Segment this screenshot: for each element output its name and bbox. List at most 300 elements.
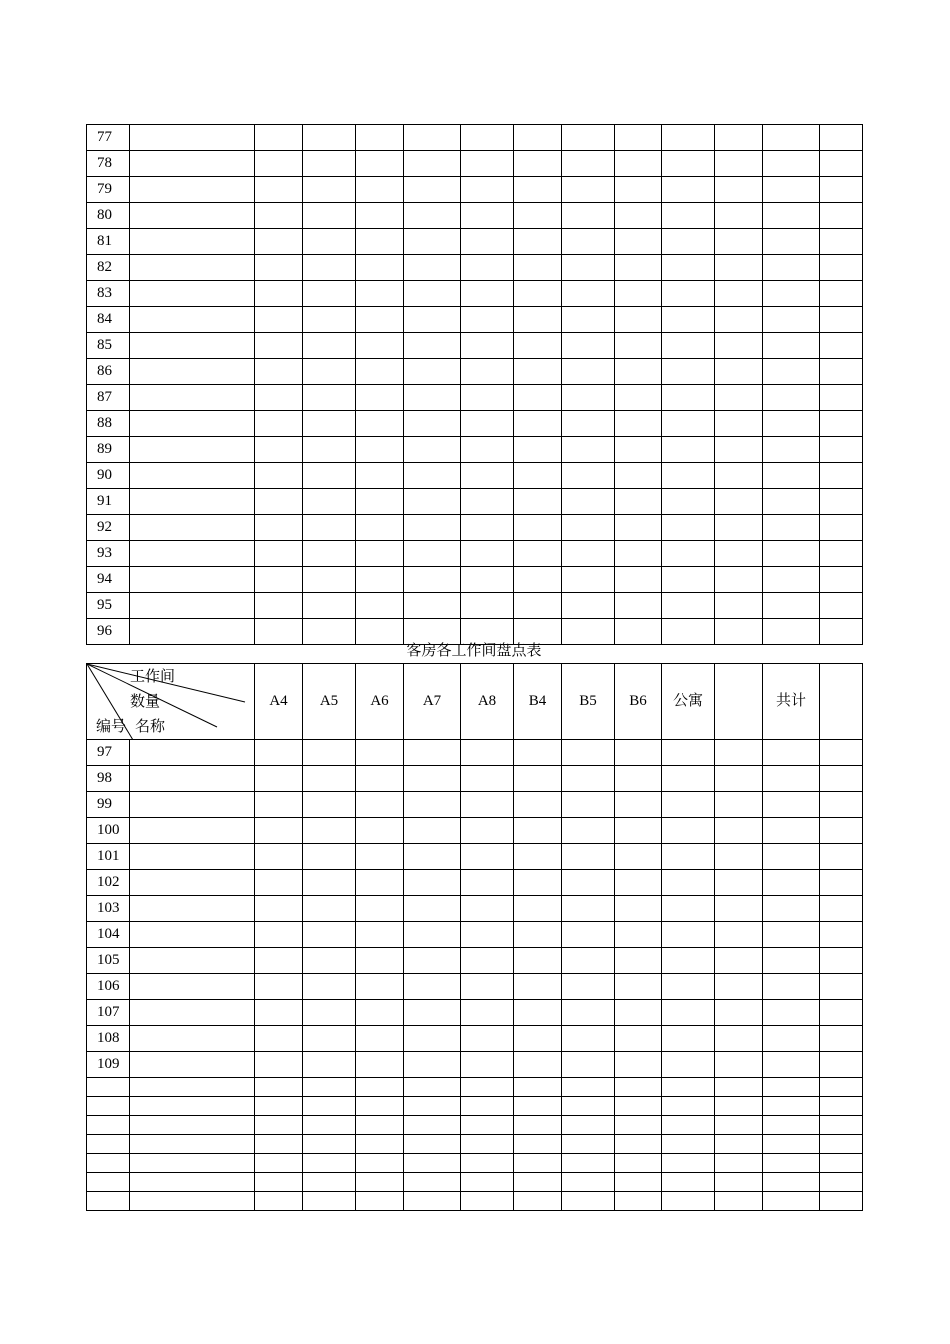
quantity-cell [514, 974, 562, 1000]
quantity-cell [763, 974, 820, 1000]
row-number-cell: 87 [87, 385, 130, 411]
quantity-cell [461, 922, 514, 948]
quantity-cell [255, 333, 303, 359]
quantity-cell [255, 1097, 303, 1116]
quantity-cell [461, 281, 514, 307]
quantity-cell [303, 385, 356, 411]
column-header: 公寓 [662, 664, 715, 740]
table-row [87, 1026, 863, 1052]
quantity-cell [662, 1026, 715, 1052]
quantity-cell [404, 922, 461, 948]
quantity-cell [404, 203, 461, 229]
row-number-cell: 80 [87, 203, 130, 229]
quantity-cell [820, 567, 863, 593]
quantity-cell [715, 844, 763, 870]
quantity-cell [404, 229, 461, 255]
quantity-cell [662, 766, 715, 792]
quantity-cell [562, 411, 615, 437]
quantity-cell [404, 541, 461, 567]
quantity-cell [715, 1026, 763, 1052]
quantity-cell [820, 229, 863, 255]
quantity-cell [404, 307, 461, 333]
quantity-cell [303, 593, 356, 619]
quantity-cell [356, 1173, 404, 1192]
quantity-cell [615, 593, 662, 619]
quantity-cell [255, 385, 303, 411]
quantity-cell [615, 1116, 662, 1135]
quantity-cell [514, 1052, 562, 1078]
quantity-cell [715, 359, 763, 385]
item-name-cell [130, 307, 255, 333]
quantity-cell [461, 844, 514, 870]
quantity-cell [662, 818, 715, 844]
quantity-cell [303, 567, 356, 593]
row-number-cell [87, 1078, 130, 1097]
quantity-cell [662, 844, 715, 870]
row-number-cell: 90 [87, 463, 130, 489]
quantity-cell [662, 593, 715, 619]
quantity-cell [615, 385, 662, 411]
quantity-cell [662, 1135, 715, 1154]
table-row [87, 151, 863, 177]
item-name-cell [130, 896, 255, 922]
quantity-cell [763, 1135, 820, 1154]
quantity-cell [356, 567, 404, 593]
quantity-cell [356, 922, 404, 948]
quantity-cell [615, 359, 662, 385]
quantity-cell [255, 1192, 303, 1211]
quantity-cell [763, 203, 820, 229]
quantity-cell [404, 870, 461, 896]
quantity-cell [662, 229, 715, 255]
quantity-cell [562, 125, 615, 151]
quantity-cell [562, 844, 615, 870]
quantity-cell [514, 411, 562, 437]
quantity-cell [356, 792, 404, 818]
quantity-cell [461, 177, 514, 203]
quantity-cell [255, 593, 303, 619]
quantity-cell [562, 333, 615, 359]
quantity-cell [715, 489, 763, 515]
quantity-cell [820, 1026, 863, 1052]
row-number-cell [87, 1154, 130, 1173]
quantity-cell [461, 1097, 514, 1116]
quantity-cell [255, 515, 303, 541]
row-number-cell: 101 [87, 844, 130, 870]
quantity-cell [763, 489, 820, 515]
item-name-cell [130, 203, 255, 229]
quantity-cell [820, 281, 863, 307]
table-row [87, 1097, 863, 1116]
quantity-cell [356, 740, 404, 766]
quantity-cell [715, 567, 763, 593]
quantity-cell [404, 411, 461, 437]
quantity-cell [715, 125, 763, 151]
row-number-cell: 85 [87, 333, 130, 359]
quantity-cell [356, 844, 404, 870]
quantity-cell [303, 1097, 356, 1116]
item-name-cell [130, 818, 255, 844]
quantity-cell [514, 740, 562, 766]
quantity-cell [662, 359, 715, 385]
item-name-cell [130, 151, 255, 177]
quantity-cell [562, 489, 615, 515]
quantity-cell [662, 125, 715, 151]
quantity-cell [303, 541, 356, 567]
quantity-cell [820, 818, 863, 844]
item-name-cell [130, 922, 255, 948]
quantity-cell [461, 1052, 514, 1078]
quantity-cell [715, 515, 763, 541]
quantity-cell [303, 1192, 356, 1211]
quantity-cell [763, 818, 820, 844]
quantity-cell [255, 896, 303, 922]
table-row [87, 515, 863, 541]
quantity-cell [404, 255, 461, 281]
quantity-cell [615, 1135, 662, 1154]
quantity-cell [303, 1154, 356, 1173]
table-row [87, 307, 863, 333]
quantity-cell [255, 1000, 303, 1026]
item-name-cell [130, 437, 255, 463]
quantity-cell [763, 541, 820, 567]
quantity-cell [255, 229, 303, 255]
quantity-cell [514, 1154, 562, 1173]
quantity-cell [615, 203, 662, 229]
quantity-cell [461, 307, 514, 333]
quantity-cell [255, 177, 303, 203]
quantity-cell [562, 922, 615, 948]
quantity-cell [562, 766, 615, 792]
quantity-cell [662, 333, 715, 359]
item-name-cell [130, 333, 255, 359]
quantity-cell [461, 870, 514, 896]
quantity-cell [255, 792, 303, 818]
table-row [87, 792, 863, 818]
quantity-cell [763, 463, 820, 489]
quantity-cell [715, 593, 763, 619]
quantity-cell [615, 177, 662, 203]
quantity-cell [303, 515, 356, 541]
row-number-cell: 103 [87, 896, 130, 922]
item-name-cell [130, 1052, 255, 1078]
row-number-cell [87, 1097, 130, 1116]
quantity-cell [404, 463, 461, 489]
quantity-cell [303, 619, 356, 645]
quantity-cell [303, 922, 356, 948]
column-header [820, 664, 863, 740]
quantity-cell [562, 1026, 615, 1052]
quantity-cell [763, 593, 820, 619]
quantity-cell [615, 1078, 662, 1097]
table-row [87, 766, 863, 792]
quantity-cell [404, 567, 461, 593]
quantity-cell [303, 1135, 356, 1154]
quantity-cell [662, 1078, 715, 1097]
quantity-cell [820, 125, 863, 151]
quantity-cell [615, 896, 662, 922]
quantity-cell [356, 281, 404, 307]
quantity-cell [615, 307, 662, 333]
row-number-cell [87, 1135, 130, 1154]
column-header: A6 [356, 664, 404, 740]
quantity-cell [562, 229, 615, 255]
quantity-cell [356, 541, 404, 567]
quantity-cell [820, 411, 863, 437]
quantity-cell [356, 974, 404, 1000]
quantity-cell [255, 818, 303, 844]
quantity-cell [514, 593, 562, 619]
quantity-cell [715, 411, 763, 437]
quantity-cell [514, 437, 562, 463]
table-row [87, 948, 863, 974]
table-row [87, 818, 863, 844]
quantity-cell [763, 1000, 820, 1026]
quantity-cell [763, 281, 820, 307]
quantity-cell [820, 1052, 863, 1078]
quantity-cell [404, 359, 461, 385]
quantity-cell [820, 437, 863, 463]
quantity-cell [820, 619, 863, 645]
quantity-cell [820, 593, 863, 619]
quantity-cell [356, 1000, 404, 1026]
quantity-cell [615, 229, 662, 255]
quantity-cell [255, 1135, 303, 1154]
quantity-cell [562, 515, 615, 541]
quantity-cell [615, 844, 662, 870]
quantity-cell [404, 1173, 461, 1192]
quantity-cell [255, 948, 303, 974]
quantity-cell [461, 766, 514, 792]
quantity-cell [404, 437, 461, 463]
quantity-cell [514, 766, 562, 792]
quantity-cell [820, 844, 863, 870]
table-row [87, 203, 863, 229]
quantity-cell [303, 948, 356, 974]
table-row [87, 1173, 863, 1192]
quantity-cell [514, 255, 562, 281]
table-row [87, 1154, 863, 1173]
quantity-cell [562, 870, 615, 896]
quantity-cell [461, 1026, 514, 1052]
quantity-cell [562, 818, 615, 844]
quantity-cell [356, 177, 404, 203]
quantity-cell [255, 359, 303, 385]
quantity-cell [514, 151, 562, 177]
table-row [87, 463, 863, 489]
row-number-cell: 91 [87, 489, 130, 515]
item-name-cell [130, 1097, 255, 1116]
quantity-cell [303, 896, 356, 922]
item-name-cell [130, 541, 255, 567]
quantity-cell [562, 255, 615, 281]
quantity-cell [562, 567, 615, 593]
quantity-cell [303, 1000, 356, 1026]
item-name-cell [130, 948, 255, 974]
quantity-cell [514, 1097, 562, 1116]
quantity-cell [662, 1116, 715, 1135]
quantity-cell [662, 1173, 715, 1192]
quantity-cell [303, 818, 356, 844]
diagonal-header-cell [87, 664, 255, 740]
quantity-cell [514, 1000, 562, 1026]
quantity-cell [820, 515, 863, 541]
row-number-cell: 77 [87, 125, 130, 151]
quantity-cell [615, 922, 662, 948]
quantity-cell [820, 948, 863, 974]
row-number-cell: 94 [87, 567, 130, 593]
quantity-cell [763, 948, 820, 974]
quantity-cell [356, 818, 404, 844]
row-number-cell: 95 [87, 593, 130, 619]
quantity-cell [255, 1116, 303, 1135]
quantity-cell [356, 307, 404, 333]
quantity-cell [461, 948, 514, 974]
quantity-cell [615, 1026, 662, 1052]
quantity-cell [615, 792, 662, 818]
quantity-cell [662, 463, 715, 489]
item-name-cell [130, 411, 255, 437]
quantity-cell [820, 307, 863, 333]
quantity-cell [514, 1026, 562, 1052]
quantity-cell [715, 948, 763, 974]
row-number-cell: 104 [87, 922, 130, 948]
quantity-cell [820, 203, 863, 229]
quantity-cell [615, 870, 662, 896]
quantity-cell [715, 255, 763, 281]
quantity-cell [461, 437, 514, 463]
quantity-cell [820, 333, 863, 359]
quantity-cell [615, 333, 662, 359]
table-row [87, 489, 863, 515]
table-row [87, 567, 863, 593]
quantity-cell [356, 437, 404, 463]
quantity-cell [356, 255, 404, 281]
table-row [87, 177, 863, 203]
quantity-cell [763, 1116, 820, 1135]
column-header: B4 [514, 664, 562, 740]
quantity-cell [404, 1154, 461, 1173]
item-name-cell [130, 385, 255, 411]
quantity-cell [715, 740, 763, 766]
quantity-cell [715, 307, 763, 333]
quantity-cell [820, 463, 863, 489]
quantity-cell [820, 1078, 863, 1097]
column-header: 共计 [763, 664, 820, 740]
quantity-cell [461, 359, 514, 385]
quantity-cell [715, 1097, 763, 1116]
item-name-cell [130, 489, 255, 515]
row-number-cell: 96 [87, 619, 130, 645]
quantity-cell [255, 844, 303, 870]
quantity-cell [514, 177, 562, 203]
quantity-cell [763, 1192, 820, 1211]
quantity-cell [662, 489, 715, 515]
table-row [87, 1000, 863, 1026]
row-number-cell: 107 [87, 1000, 130, 1026]
table-row [87, 541, 863, 567]
quantity-cell [662, 255, 715, 281]
quantity-cell [303, 1026, 356, 1052]
quantity-cell [615, 541, 662, 567]
quantity-cell [820, 1192, 863, 1211]
quantity-cell [662, 948, 715, 974]
quantity-cell [662, 203, 715, 229]
quantity-cell [514, 948, 562, 974]
row-number-cell: 84 [87, 307, 130, 333]
quantity-cell [662, 740, 715, 766]
item-name-cell [130, 870, 255, 896]
quantity-cell [404, 1026, 461, 1052]
quantity-cell [255, 1052, 303, 1078]
item-name-cell [130, 359, 255, 385]
quantity-cell [662, 1192, 715, 1211]
quantity-cell [562, 896, 615, 922]
table-row [87, 437, 863, 463]
quantity-cell [615, 437, 662, 463]
quantity-cell [255, 307, 303, 333]
quantity-cell [763, 359, 820, 385]
quantity-cell [662, 411, 715, 437]
quantity-cell [820, 740, 863, 766]
quantity-cell [562, 619, 615, 645]
quantity-cell [615, 255, 662, 281]
row-number-cell: 100 [87, 818, 130, 844]
quantity-cell [404, 766, 461, 792]
quantity-cell [303, 489, 356, 515]
quantity-cell [404, 333, 461, 359]
quantity-cell [356, 203, 404, 229]
column-header: A8 [461, 664, 514, 740]
item-name-cell [130, 1000, 255, 1026]
table-row [87, 619, 863, 645]
quantity-cell [662, 792, 715, 818]
quantity-cell [255, 463, 303, 489]
quantity-cell [404, 844, 461, 870]
quantity-cell [404, 818, 461, 844]
row-number-cell: 98 [87, 766, 130, 792]
quantity-cell [514, 463, 562, 489]
quantity-cell [461, 203, 514, 229]
table-row [87, 1052, 863, 1078]
quantity-cell [356, 1026, 404, 1052]
quantity-cell [303, 177, 356, 203]
quantity-cell [715, 1078, 763, 1097]
item-name-cell [130, 792, 255, 818]
quantity-cell [562, 593, 615, 619]
table-row [87, 870, 863, 896]
quantity-cell [303, 359, 356, 385]
row-number-cell: 81 [87, 229, 130, 255]
quantity-cell [562, 1154, 615, 1173]
quantity-cell [303, 281, 356, 307]
quantity-cell [461, 1135, 514, 1154]
quantity-cell [820, 922, 863, 948]
quantity-cell [763, 896, 820, 922]
quantity-cell [562, 385, 615, 411]
quantity-cell [715, 229, 763, 255]
quantity-cell [303, 411, 356, 437]
quantity-cell [461, 974, 514, 1000]
quantity-cell [404, 1116, 461, 1135]
quantity-cell [662, 151, 715, 177]
table-row [87, 359, 863, 385]
quantity-cell [356, 489, 404, 515]
quantity-cell [662, 1052, 715, 1078]
table-row [87, 125, 863, 151]
item-name-cell [130, 1116, 255, 1135]
quantity-cell [562, 437, 615, 463]
